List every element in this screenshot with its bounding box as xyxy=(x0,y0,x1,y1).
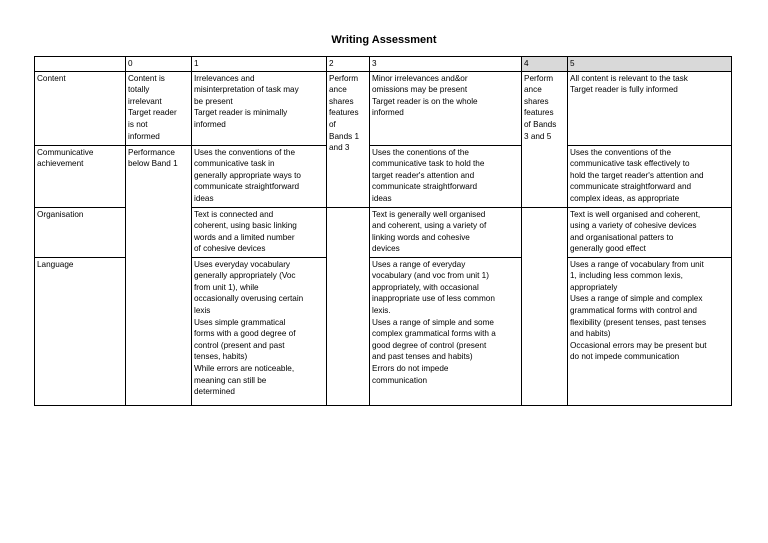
cell-line: and coherent, using a variety of xyxy=(372,221,487,231)
cell-line: Uses the conventions of the xyxy=(194,147,296,157)
row-label-content: Content xyxy=(35,71,126,145)
cell-line: Occasional errors may be present but xyxy=(570,340,707,350)
cell-line: grammatical forms with control and xyxy=(570,305,697,315)
cell-content-band-1 xyxy=(192,71,327,145)
cell-line: complex ideas, as appropriate xyxy=(570,193,680,203)
cell-line: informed xyxy=(194,119,226,129)
cell-communicative-band-1 xyxy=(192,145,327,207)
cell-line: and organisational patters to xyxy=(570,232,674,242)
cell-line: Uses a range of simple and complex xyxy=(570,294,703,304)
cell-line: 3 and 5 xyxy=(524,131,552,141)
cell-line: shares xyxy=(524,96,549,106)
cell-line: While errors are noticeable, xyxy=(194,363,295,373)
cell-line: and habits) xyxy=(570,329,611,339)
cell-line: ance xyxy=(524,85,542,95)
cell-line: Uses the conventions of the xyxy=(570,147,672,157)
cell-line: Perform xyxy=(524,73,554,83)
cell-line: flexibility (present tenses, past tenses xyxy=(570,317,707,327)
cell-line: communicative task to hold the xyxy=(372,159,485,169)
row-label-communicative xyxy=(35,145,126,207)
cell-line: features xyxy=(329,108,359,118)
cell-line: coherent, using basic linking xyxy=(194,221,297,231)
cell-line: lexis. xyxy=(372,305,391,315)
cell-communicative-band-3 xyxy=(370,145,522,207)
cell-band-0-below xyxy=(126,145,192,405)
row-label-organisation: Organisation xyxy=(35,207,126,257)
cell-line: hold the target reader's attention and xyxy=(570,170,704,180)
cell-organisation-band-3 xyxy=(370,207,522,257)
page-title: Writing Assessment xyxy=(331,34,437,46)
cell-line: communicate straightforward xyxy=(372,182,478,192)
cell-line: inappropriate use of less common xyxy=(372,294,495,304)
cell-line: Uses a range of everyday xyxy=(372,259,466,269)
cell-line: generally appropriately (Voc xyxy=(194,271,296,281)
cell-line: informed xyxy=(372,108,404,118)
cell-line: Minor irrelevances and&or xyxy=(372,73,468,83)
cell-line: be present xyxy=(194,96,233,106)
row-label-language: Language xyxy=(35,257,126,405)
cell-line: Text is well organised and coherent, xyxy=(570,209,701,219)
cell-line: Text is connected and xyxy=(194,209,274,219)
cell-line: vocabulary (and voc from unit 1) xyxy=(372,271,489,281)
cell-line: Bands 1 xyxy=(329,131,360,141)
cell-line: appropriately xyxy=(570,282,618,292)
cell-line: Text is generally well organised xyxy=(372,209,486,219)
assessment-table xyxy=(34,56,732,406)
header-band-1: 1 xyxy=(192,57,327,72)
cell-line: occasionally overusing certain xyxy=(194,294,304,304)
cell-line: generally appropriate ways to xyxy=(194,170,301,180)
cell-line: Irrelevances and xyxy=(194,73,255,83)
cell-line: Uses the conentions of the xyxy=(372,147,469,157)
cell-line: Uses simple grammatical xyxy=(194,317,286,327)
header-row xyxy=(35,57,732,72)
cell-content-band-3 xyxy=(370,71,522,145)
cell-line: informed xyxy=(128,131,160,141)
cell-language-band-5 xyxy=(568,257,732,405)
header-band-4: 4 xyxy=(522,57,568,72)
cell-line: Perform xyxy=(329,73,359,83)
cell-line: ideas xyxy=(372,193,392,203)
cell-line: Communicative xyxy=(37,147,94,157)
cell-language-band-1 xyxy=(192,257,327,405)
header-band-2: 2 xyxy=(327,57,370,72)
row-content xyxy=(35,71,732,145)
cell-line: features xyxy=(524,108,554,118)
cell-line: Uses a range of simple and some xyxy=(372,317,494,327)
cell-band-4-empty xyxy=(522,207,568,405)
cell-line: irrelevant xyxy=(128,96,162,106)
cell-line: Target reader is fully informed xyxy=(570,85,678,95)
cell-line: 1, including less common lexis, xyxy=(570,271,683,281)
cell-line: ance xyxy=(329,85,347,95)
cell-content-band-0 xyxy=(126,71,192,145)
cell-line: determined xyxy=(194,387,235,397)
cell-line: forms with a good degree of xyxy=(194,329,296,339)
cell-line: Uses a range of vocabulary from unit xyxy=(570,259,704,269)
cell-line: linking words and cohesive xyxy=(372,232,470,242)
header-band-0: 0 xyxy=(126,57,192,72)
header-band-3: 3 xyxy=(370,57,522,72)
cell-line: Target reader is on the whole xyxy=(372,96,478,106)
cell-line: Errors do not impede xyxy=(372,363,449,373)
cell-line: of Bands xyxy=(524,119,557,129)
header-cell-empty xyxy=(35,57,126,72)
cell-line: All content is relevant to the task xyxy=(570,73,688,83)
cell-line: using a variety of cohesive devices xyxy=(570,221,697,231)
cell-line: communicate straightforward and xyxy=(570,182,692,192)
cell-content-band-5 xyxy=(568,71,732,145)
cell-line: Content is xyxy=(128,73,165,83)
cell-line: misinterpretation of task may xyxy=(194,85,299,95)
cell-line: shares xyxy=(329,96,354,106)
cell-line: communicate straightforward xyxy=(194,182,300,192)
cell-band-2-empty xyxy=(327,207,370,405)
cell-line: Target reader xyxy=(128,108,177,118)
cell-line: meaning can still be xyxy=(194,375,267,385)
cell-line: and past tenses and habits) xyxy=(372,352,473,362)
cell-line: control (present and past xyxy=(194,340,285,350)
cell-line: good degree of control (present xyxy=(372,340,487,350)
cell-band-4-shared xyxy=(522,71,568,207)
cell-line: Performance xyxy=(128,147,175,157)
cell-line: from unit 1), while xyxy=(194,282,259,292)
row-communicative-achievement xyxy=(35,145,732,207)
cell-line: below Band 1 xyxy=(128,159,178,169)
cell-line: Target reader is minimally xyxy=(194,108,288,118)
cell-line: and 3 xyxy=(329,143,350,153)
cell-line: lexis xyxy=(194,305,211,315)
cell-line: target reader's attention and xyxy=(372,170,475,180)
cell-organisation-band-5 xyxy=(568,207,732,257)
cell-line: tenses, habits) xyxy=(194,352,248,362)
cell-line: communicative task effectively to xyxy=(570,159,690,169)
cell-line: generally good effect xyxy=(570,244,646,254)
cell-line: complex grammatical forms with a xyxy=(372,329,496,339)
cell-line: ideas xyxy=(194,193,214,203)
cell-line: do not impede communication xyxy=(570,352,680,362)
cell-line: communicative task in xyxy=(194,159,275,169)
cell-line: appropriately, with occasional xyxy=(372,282,479,292)
cell-line: of cohesive devices xyxy=(194,244,266,254)
cell-line: achievement xyxy=(37,159,84,169)
cell-communicative-band-5 xyxy=(568,145,732,207)
cell-line: is not xyxy=(128,119,148,129)
cell-line: of xyxy=(329,119,336,129)
cell-band-2-shared xyxy=(327,71,370,207)
cell-line: omissions may be present xyxy=(372,85,468,95)
cell-organisation-band-1 xyxy=(192,207,327,257)
cell-line: totally xyxy=(128,85,150,95)
cell-language-band-3 xyxy=(370,257,522,405)
header-band-5: 5 xyxy=(568,57,732,72)
cell-line: Uses everyday vocabulary xyxy=(194,259,291,269)
cell-line: devices xyxy=(372,244,400,254)
cell-line: communication xyxy=(372,375,428,385)
cell-line: words and a limited number xyxy=(194,232,295,242)
